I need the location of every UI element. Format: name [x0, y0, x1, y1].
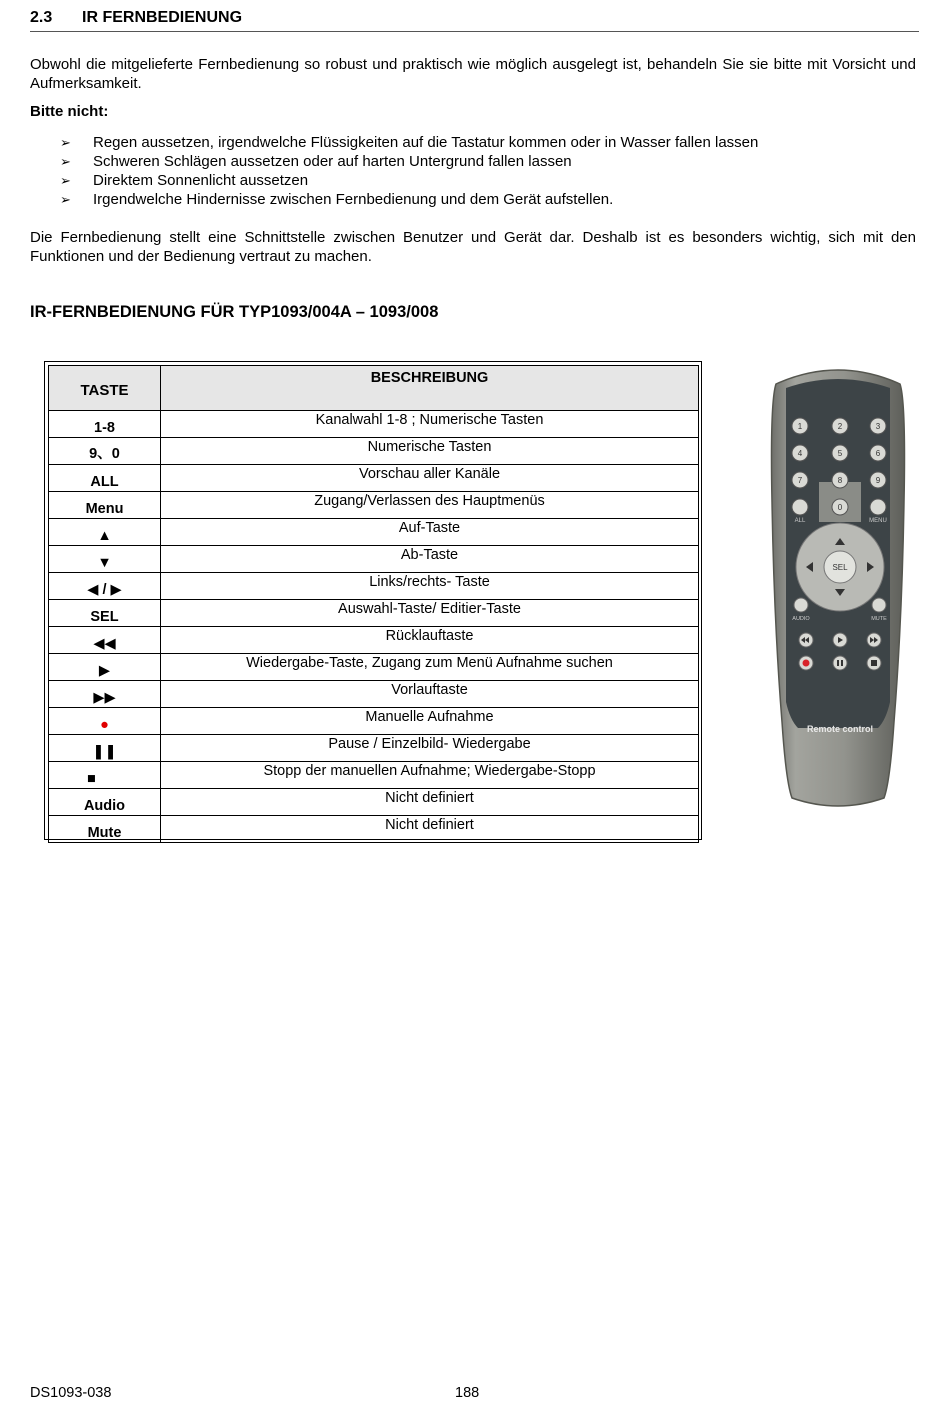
- key-table: [48, 365, 699, 843]
- table-row: [49, 708, 699, 735]
- remote-all-label: ALL: [794, 518, 806, 524]
- bullet-arrow-icon: ➢: [60, 154, 71, 169]
- key-table-frame: [44, 361, 702, 840]
- key-cell: ❚❚: [49, 735, 161, 762]
- footer-page-number: 188: [455, 1385, 480, 1401]
- remote-control-image: [766, 362, 910, 810]
- remote-digit-label: 1: [797, 422, 803, 431]
- dont-label: Bitte nicht:: [30, 103, 109, 120]
- table-row: [49, 681, 699, 708]
- remote-record-icon: [803, 660, 810, 667]
- description-cell: Auf-Taste: [161, 519, 699, 546]
- key-cell: 1-8: [49, 411, 161, 438]
- remote-audio-label: AUDIO: [792, 616, 810, 622]
- description-cell: Pause / Einzelbild- Wiedergabe: [161, 735, 699, 762]
- remote-digit-label: 2: [837, 422, 843, 431]
- table-row: [49, 492, 699, 519]
- key-cell: ▲: [49, 519, 161, 546]
- remote-menu-button: [870, 499, 886, 515]
- description-cell: Manuelle Aufnahme: [161, 708, 699, 735]
- remote-stop-icon: [871, 660, 877, 666]
- intro-paragraph: Obwohl die mitgelieferte Fernbedienung so robust und praktisch wie möglich ausgelegt ist, behandeln Sie sie bitte mit Vorsicht und Aufmerksamkeit.: [30, 56, 916, 92]
- table-row: [49, 735, 699, 762]
- table-row: [49, 438, 699, 465]
- section-number: 2.3: [30, 9, 53, 26]
- footer-doc-id: DS1093-038: [30, 1385, 112, 1401]
- table-row: [49, 762, 699, 789]
- table-row: [49, 816, 699, 843]
- description-cell: Auswahl-Taste/ Editier-Taste: [161, 600, 699, 627]
- remote-digit-label: 0: [837, 503, 843, 512]
- table-row: [49, 465, 699, 492]
- list-item: ➢ Schweren Schlägen aussetzen oder auf harten Untergrund fallen lassen: [60, 153, 572, 170]
- remote-all-button: [792, 499, 808, 515]
- list-item: ➢ Regen aussetzen, irgendwelche Flüssigkeiten auf die Tastatur kommen oder in Wasser fallen lassen: [60, 134, 759, 151]
- description-cell: Vorschau aller Kanäle: [161, 465, 699, 492]
- subheading: IR-FERNBEDIENUNG FÜR TYP1093/004A – 1093/008: [30, 303, 439, 321]
- bullet-arrow-icon: ➢: [60, 135, 71, 150]
- warning-list: [60, 133, 758, 209]
- remote-digit-label: 7: [797, 476, 803, 485]
- key-cell: ▼: [49, 546, 161, 573]
- list-item: ➢ Irgendwelche Hindernisse zwischen Fernbedienung und dem Gerät aufstellen.: [60, 191, 614, 208]
- description-cell: Nicht definiert: [161, 789, 699, 816]
- key-cell: Mute: [49, 816, 161, 843]
- remote-pause-button: [833, 656, 847, 670]
- column-header-key: TASTE: [49, 366, 161, 411]
- remote-digit-label: 9: [875, 476, 881, 485]
- key-cell: ▶: [49, 654, 161, 681]
- remote-digit-label: 4: [797, 449, 803, 458]
- table-header-row: [49, 366, 699, 411]
- table-row: [49, 573, 699, 600]
- remote-digit-label: 6: [875, 449, 881, 458]
- bullet-arrow-icon: ➢: [60, 173, 71, 188]
- key-cell: Menu: [49, 492, 161, 519]
- table-row: [49, 411, 699, 438]
- description-cell: Ab-Taste: [161, 546, 699, 573]
- remote-audio-button: [794, 598, 808, 612]
- list-item: ➢ Direktem Sonnenlicht aussetzen: [60, 172, 309, 189]
- description-cell: Links/rechts- Taste: [161, 573, 699, 600]
- key-cell: ◀◀: [49, 627, 161, 654]
- remote-digit-label: 5: [837, 449, 843, 458]
- section-title: IR FERNBEDIENUNG: [82, 9, 243, 26]
- key-cell: ALL: [49, 465, 161, 492]
- description-cell: Stopp der manuellen Aufnahme; Wiedergabe-Stopp: [161, 762, 699, 789]
- table-row: [49, 789, 699, 816]
- column-header-description: BESCHREIBUNG: [161, 366, 699, 411]
- description-cell: Kanalwahl 1-8 ; Numerische Tasten: [161, 411, 699, 438]
- bullet-arrow-icon: ➢: [60, 192, 71, 207]
- remote-mute-button: [872, 598, 886, 612]
- key-cell: ■: [49, 762, 161, 789]
- description-cell: Vorlauftaste: [161, 681, 699, 708]
- description-cell: Rücklauftaste: [161, 627, 699, 654]
- key-cell: ◀ / ▶: [49, 573, 161, 600]
- key-cell: ▶▶: [49, 681, 161, 708]
- key-cell: 9、0: [49, 438, 161, 465]
- remote-menu-label: MENU: [869, 518, 887, 524]
- table-row: [49, 600, 699, 627]
- table-row: [49, 654, 699, 681]
- remote-mute-label: MUTE: [871, 616, 887, 622]
- remote-digit-label: 8: [837, 476, 843, 485]
- description-cell: Wiedergabe-Taste, Zugang zum Menü Aufnahme suchen: [161, 654, 699, 681]
- outro-paragraph: Die Fernbedienung stellt eine Schnittstelle zwischen Benutzer und Gerät dar. Deshalb ist es besonders wichtig, sich mit den Funktionen und der Bedienung vertraut zu machen.: [30, 229, 916, 265]
- remote-sel-label: SEL: [832, 563, 848, 572]
- section-header: [30, 8, 919, 32]
- description-cell: Numerische Tasten: [161, 438, 699, 465]
- table-row: [49, 546, 699, 573]
- table-row: [49, 519, 699, 546]
- key-cell: Audio: [49, 789, 161, 816]
- description-cell: Zugang/Verlassen des Hauptmenüs: [161, 492, 699, 519]
- table-row: [49, 627, 699, 654]
- key-cell: ●: [49, 708, 161, 735]
- key-cell: SEL: [49, 600, 161, 627]
- remote-brand-label: Remote control: [806, 724, 874, 734]
- description-cell: Nicht definiert: [161, 816, 699, 843]
- remote-digit-label: 3: [875, 422, 881, 431]
